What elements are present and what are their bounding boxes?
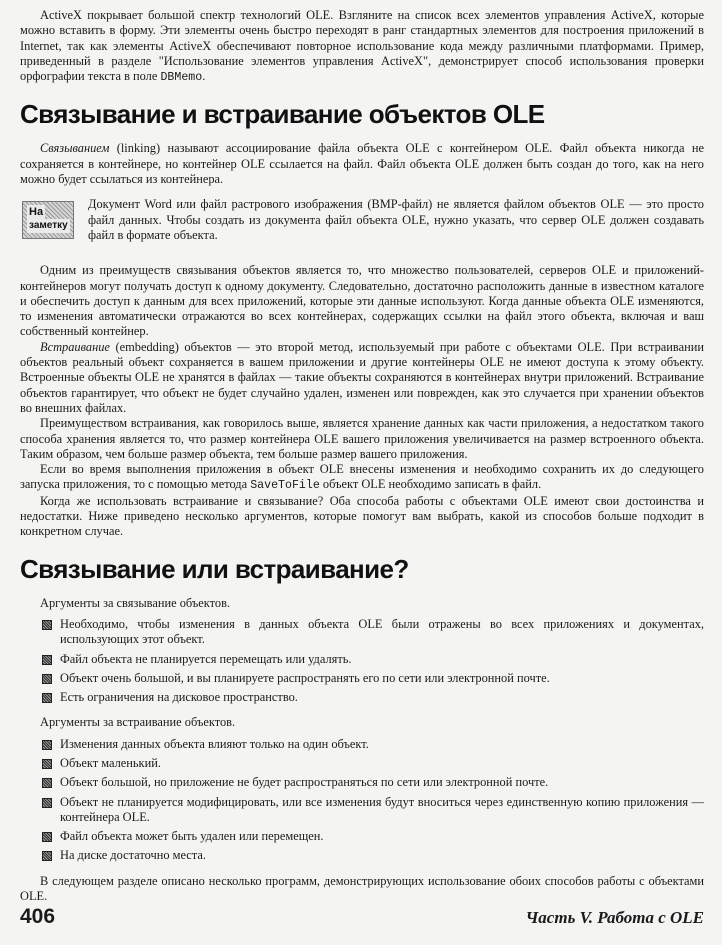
embedding-args-list xyxy=(20,737,704,864)
part-title: Часть V. Работа с OLE xyxy=(525,908,704,927)
list-item: Объект очень большой, и вы планируете распространять его по сети или электронной почте. xyxy=(20,671,704,686)
embedding-definition-paragraph: Встраивание (embedding) объектов — это второй метод, используемый при работе с объектами OLE. При встраивании объектов реальный объект сохраняется в вашем приложении и другие контейнеры OLE не имеют доступа к этому объекту. Встроенные объекты OLE не хранятся в файлах — такие объекты сохраняются в контейнерах внутри приложений. Встраивание объектов гарантирует, что объект не будет случайно удален, изменен или поврежден, как это случается при хранении объектов во внешних файлах. xyxy=(20,339,704,415)
closing-paragraph: В следующем разделе описано несколько программ, демонстрирующих использование обоих способов работы с объектами OLE. xyxy=(20,873,704,904)
embedding-tradeoff-paragraph: Преимуществом встраивания, как говорилось выше, является хранение данных как части приложения, а недостатком такого способа хранения является то, что размер контейнера OLE вашего приложения увеличивается на размер встроенного объекта. Таким образом, чем больше размер объекта, тем больше размер вашего приложения. xyxy=(20,416,704,461)
savetofile-paragraph: Если во время выполнения приложения в объект OLE внесены изменения и необходимо сохранить их до следующего запуска приложения, то с помощью метода SaveToFile объект OLE необходимо записать в файл. xyxy=(20,462,704,493)
note-text: Документ Word или файл растрового изображения (BMP-файл) не является файлом объектов OLE — это просто файл данных. Чтобы создать из документа файл объекта OLE, нужно указать, что сервер OLE должен создавать файл в формате объекта. xyxy=(88,197,704,242)
list-item: Файл объекта может быть удален или перемещен. xyxy=(20,829,704,844)
list-item: Файл объекта не планируется перемещать или удалять. xyxy=(20,652,704,667)
note-block xyxy=(20,197,704,243)
bullet-icon xyxy=(42,620,52,630)
section-heading-linking-or-embedding: Связывание или встраивание? xyxy=(20,553,409,584)
bullet-icon xyxy=(42,693,52,703)
list-item: Объект маленький. xyxy=(20,756,704,771)
bullet-icon xyxy=(42,759,52,769)
page-footer xyxy=(20,905,704,929)
intro-paragraph: ActiveX покрывает большой спектр технологий OLE. Взгляните на список всех элементов управления ActiveX, которые можно вставить в форму. Эти элементы очень быстро переходят в ранг стандартных элементов для построения приложений в Internet, так как элементы ActiveX обеспечивают повторное использование кода между различными платформами. Пример, приведенный в разделе "Использование элементов управления ActiveX", демонстрирует способ использования проверки орфографии текста в поле DBMemo. xyxy=(20,8,704,85)
list-item: Объект большой, но приложение не будет распространяться по сети или электронной почте. xyxy=(20,775,704,790)
list-item: Объект не планируется модифицировать, или все изменения будут вноситься через единственную копию приложения — контейнера OLE. xyxy=(20,795,704,826)
page-number: 406 xyxy=(20,905,56,928)
bullet-icon xyxy=(42,798,52,808)
linking-definition-paragraph: Связыванием (linking) называют ассоциирование файла объекта OLE с контейнером OLE. Файл объекта никогда не сохраняется в контейнере, но контейнер OLE ссылается на файл. Файл объекта OLE должен быть создан до того, как на него можно будет ссылаться из контейнера. xyxy=(20,141,704,187)
code-dbmemo: DBMemo xyxy=(160,71,203,85)
list-item: Есть ограничения на дисковое пространство. xyxy=(20,690,704,705)
bullet-icon xyxy=(42,655,52,665)
when-to-use-paragraph: Когда же использовать встраивание и связывание? Оба способа работы с объектами OLE имеют свои достоинства и недостатки. Ниже приведено несколько аргументов, которые помогут вам выбрать, какой из способов больше подходит в конкретном случае. xyxy=(20,493,704,539)
embedding-args-label: Аргументы за встраивание объектов. xyxy=(40,715,236,730)
bullet-icon xyxy=(42,674,52,684)
linking-args-label: Аргументы за связывание объектов. xyxy=(40,595,231,610)
note-icon: На заметку xyxy=(22,201,74,239)
term-embedding: Встраивание xyxy=(40,339,110,354)
list-item: Изменения данных объекта влияют только на один объект. xyxy=(20,737,704,752)
list-item: Необходимо, чтобы изменения в данных объекта OLE были отражены во всех приложениях и документах, использующих этот объект. xyxy=(20,617,704,648)
bullet-icon xyxy=(42,851,52,861)
bullet-icon xyxy=(42,832,52,842)
code-savetofile: SaveToFile xyxy=(250,479,320,493)
bullet-icon xyxy=(42,778,52,788)
linking-advantages-paragraph: Одним из преимуществ связывания объектов является то, что множество пользователей, серверов OLE и приложений-контейнеров могут получать доступ к одному документу. Следовательно, достаточно расположить данные в известном каталоге и обеспечить доступ к данным для всех приложений, которые эти данные используют. Когда данные объекта OLE изменяются, то изменения автоматически отражаются во всех контейнерах, содержащих ссылки на файл этого объекта, включая и ваш собственный контейнер. xyxy=(20,263,704,339)
term-linking: Связыванием xyxy=(40,141,110,156)
section-heading-linking-embedding: Связывание и встраивание объектов OLE xyxy=(20,99,545,130)
list-item: На диске достаточно места. xyxy=(20,848,704,863)
bullet-icon xyxy=(42,740,52,750)
linking-args-list xyxy=(20,617,704,705)
